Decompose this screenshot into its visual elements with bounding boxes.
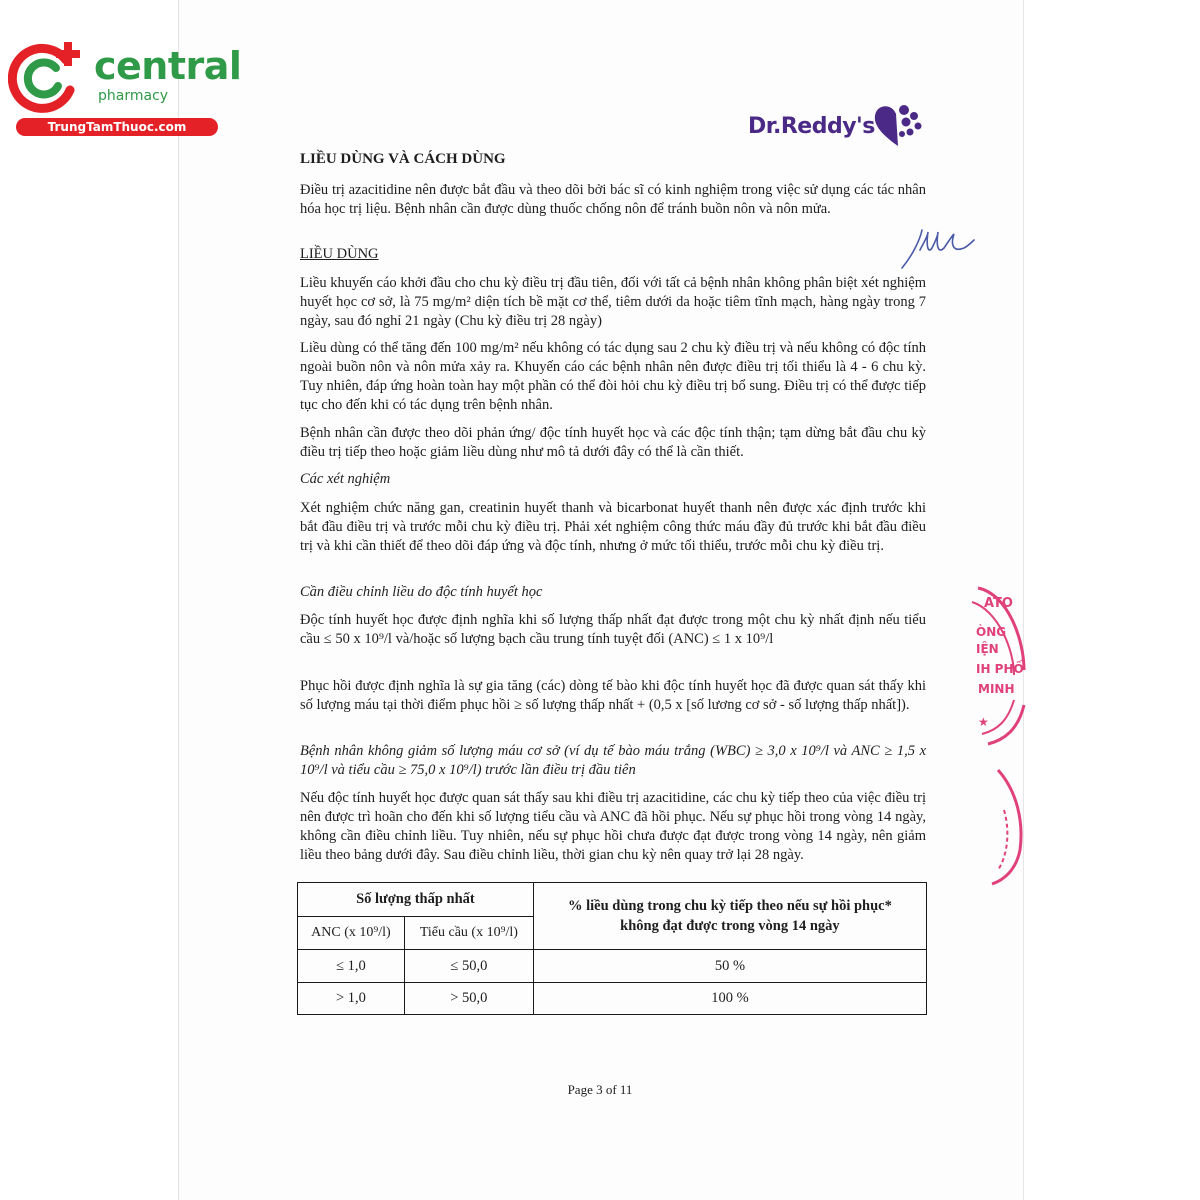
dosage-paragraph-3: Bệnh nhân cần được theo dõi phản ứng/ độc tính huyết học và các độc tính thận; tạm dừng bắt đầu chu kỳ điều trị tiếp theo hoặc giảm liều dùng như mô tả dưới đây có thể là cần thiết. (300, 425, 926, 460)
dr-reddys-brand (748, 100, 928, 150)
logo-name: central (94, 44, 242, 88)
dose-adjustment-table (297, 882, 927, 1015)
page-title: LIỀU DÙNG VÀ CÁCH DÙNG (300, 151, 506, 167)
toxicity-definition-paragraph: Độc tính huyết học được định nghĩa khi số lượng thấp nhất đạt được trong một chu kỳ nhất định nếu tiểu cầu ≤ 50 x 10⁹/l và/hoặc số lượng bạch cầu trung tính tuyệt đối (ANC) ≤ 1 x 10⁹/l (300, 612, 926, 647)
table-row (298, 950, 927, 983)
table-cell-dose: 100 % (533, 983, 926, 1015)
table-row (298, 983, 927, 1015)
svg-text:★: ★ (978, 715, 989, 729)
stamp-line: MINH (978, 682, 1015, 696)
table-cell-anc: > 1,0 (298, 983, 405, 1015)
logo-url[interactable]: TrungTamThuoc.com (16, 118, 218, 136)
table-cell-dose: 50 % (533, 950, 926, 983)
pharmacy-cross-icon (8, 38, 88, 116)
recovery-definition-paragraph: Phục hồi được định nghĩa là sự gia tăng (các) dòng tế bào khi độc tính huyết học đã được quan sát thấy khi số lượng máu tại thời điểm phục hồi ≥ số lượng thấp nhất + (0,5 x [số lương cơ sở - số lượng thấp nhất]). (300, 678, 926, 713)
table-cell-platelet: ≤ 50,0 (404, 950, 533, 983)
table-dose-header: % liều dùng trong chu kỳ tiếp theo nếu sự hồi phục* không đạt được trong vòng 14 ngày (533, 883, 926, 950)
logo-subtitle: pharmacy (98, 88, 169, 104)
brand-heart-icon (872, 102, 924, 148)
stamp-line: ATO (984, 596, 1013, 611)
intro-paragraph: Điều trị azacitidine nên được bắt đầu và theo dõi bởi bác sĩ có kinh nghiệm trong việc sử dụng các tác nhân hóa học trị liệu. Bệnh nhân cần được dùng thuốc chống nôn để tránh buồn nôn và nôn mửa. (300, 182, 926, 217)
tests-paragraph: Xét nghiệm chức năng gan, creatinin huyết thanh và bicarbonat huyết thanh nên được xác định trước khi bắt đầu điều trị và trước mỗi chu kỳ điều trị. Phải xét nghiệm công thức máu đầy đủ trước khi bắt đầu điều trị và khi cần thiết để theo dõi đáp ứng và độc tính, nhưng ở mức tối thiểu, trước mỗi chu kỳ điều trị. (300, 500, 926, 554)
table-cell-platelet: > 50,0 (404, 983, 533, 1015)
official-stamp (958, 580, 1028, 900)
dosage-paragraph-2: Liều dùng có thể tăng đến 100 mg/m² nếu không có tác dụng sau 2 chu kỳ điều trị và nếu không có độc tính ngoài buồn nôn và nôn mửa xảy ra. Khuyến cáo các bệnh nhân nên được điều trị tối thiểu là 4 - 6 chu kỳ. Tuy nhiên, đáp ứng hoàn toàn hay một phần có thể đòi hỏi chu kỳ điều trị bổ sung. Điều trị có thể được tiếp tục cho đến khi có tác dụng trên bệnh nhân. (300, 340, 926, 413)
table-platelet-header: Tiểu cầu (x 10⁹/l) (404, 917, 533, 950)
tests-subheading: Các xét nghiệm (300, 471, 391, 487)
adjust-subheading: Cần điều chỉnh liều do độc tính huyết học (300, 584, 543, 600)
stamp-line: ÒNG (976, 625, 1007, 639)
stamp-line: IH PHỐ (976, 662, 1024, 676)
page-number: Page 3 of 11 (567, 1082, 633, 1097)
section-dosage-heading: LIỀU DÙNG (300, 246, 379, 262)
stamp-line: IỆN (976, 642, 999, 656)
brand-name: Dr.Reddy's (748, 114, 875, 139)
table-group-header: Số lượng thấp nhất (298, 883, 534, 917)
central-pharmacy-logo[interactable] (8, 38, 242, 136)
delay-paragraph: Nếu độc tính huyết học được quan sát thấy sau khi điều trị azacitidine, các chu kỳ tiếp theo của việc điều trị nên được trì hoãn cho đến khi số lượng tiểu cầu và ANC đã hồi phục. Nếu sự phục hồi trong vòng 14 ngày, không cần điều chỉnh liều. Tuy nhiên, nếu sự phục hồi chưa được đạt được trong vòng 14 ngày, nên giảm liều theo bảng dưới đây. Sau điều chỉnh liều, thời gian chu kỳ nên quay trở lại 28 ngày. (300, 790, 926, 863)
handwritten-signature (898, 226, 978, 272)
table-anc-header: ANC (x 10⁹/l) (298, 917, 405, 950)
patients-subheading: Bệnh nhân không giảm số lượng máu cơ sở (ví dụ tế bào máu trắng (WBC) ≥ 3,0 x 10⁹/l và ANC ≥ 1,5 x 10⁹/l và tiểu cầu ≥ 75,0 x 10⁹/l) trước lần điều trị đầu tiên (300, 743, 926, 778)
table-cell-anc: ≤ 1,0 (298, 950, 405, 983)
dosage-paragraph-1: Liều khuyến cáo khởi đầu cho chu kỳ điều trị đầu tiên, đối với tất cả bệnh nhân không phân biệt xét nghiệm huyết học cơ sở, là 75 mg/m² diện tích bề mặt cơ thể, tiêm dưới da hoặc tiêm tĩnh mạch, hàng ngày trong 7 ngày, sau đó nghỉ 21 ngày (Chu kỳ điều trị 28 ngày) (300, 275, 926, 329)
